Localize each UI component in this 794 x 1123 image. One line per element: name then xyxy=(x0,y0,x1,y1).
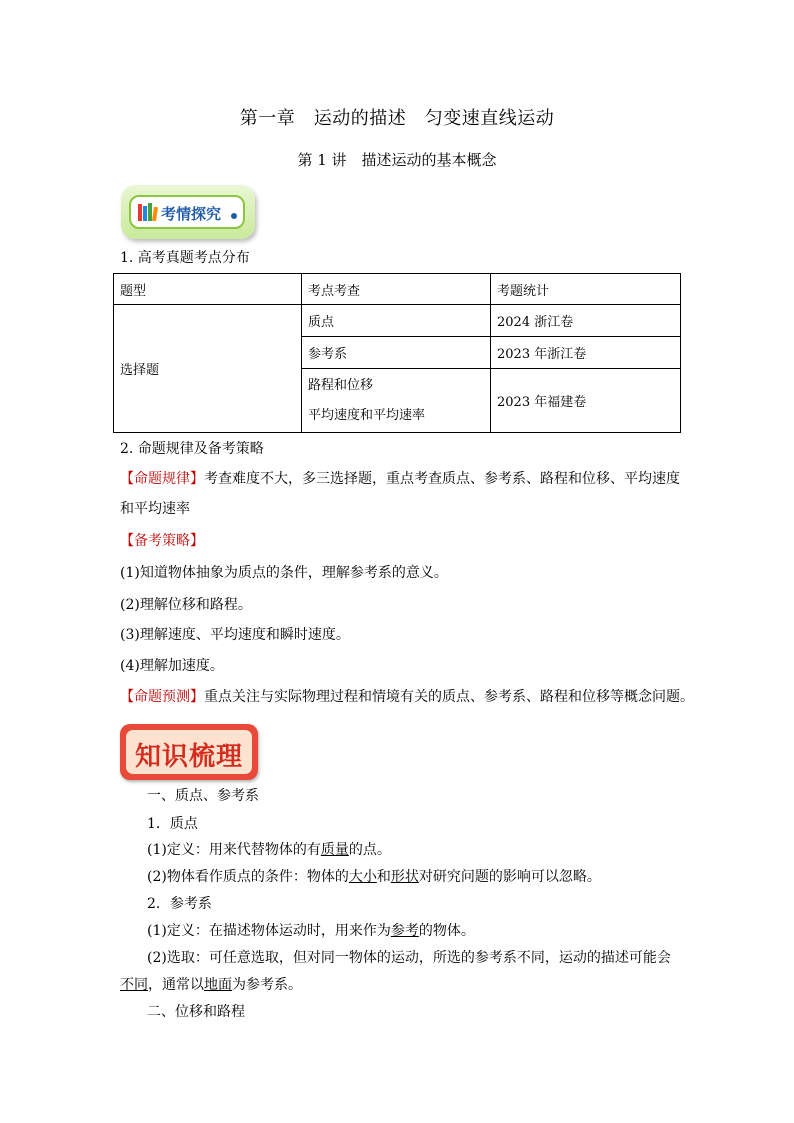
table-header-point: 考点考查 xyxy=(302,274,491,305)
underlined-term: 地面 xyxy=(204,977,232,993)
banner-dot xyxy=(231,213,237,219)
underlined-term: 质量 xyxy=(320,842,349,858)
text-run: 对研究问题的影响可以忽略。 xyxy=(418,869,601,885)
table-header-stat: 考题统计 xyxy=(491,274,681,305)
table-header-type: 题型 xyxy=(114,274,302,305)
table-cell-point xyxy=(302,369,491,433)
reference-definition-line xyxy=(147,921,475,941)
reference-selection-line-cont xyxy=(120,975,302,995)
rule-label: 【命题规律】 xyxy=(120,471,204,487)
knowledge-subheading: 1．质点 xyxy=(147,816,198,832)
knowledge-heading-2: 二、位移和路程 xyxy=(147,1004,245,1020)
table-row xyxy=(114,305,681,337)
text-run: (1)定义：用来代替物体的有 xyxy=(147,842,321,858)
section1-heading: 1. 高考真题考点分布 xyxy=(120,250,250,266)
definition-line xyxy=(147,840,391,860)
knowledge-banner xyxy=(120,724,258,780)
exam-analysis-banner-inner xyxy=(129,195,245,229)
underlined-term: 形状 xyxy=(390,869,419,885)
table-cell-point: 质点 xyxy=(302,305,491,337)
text-run: ，通常以 xyxy=(148,977,204,993)
section2-heading: 2. 命题规律及备考策略 xyxy=(120,441,264,457)
rule-paragraph xyxy=(120,469,680,489)
exam-distribution-table xyxy=(113,273,681,433)
table-cell-point: 参考系 xyxy=(302,337,491,369)
table-cell-point-line: 平均速度和平均速率 xyxy=(308,407,426,423)
rule-text: 考查难度不大，多三选择题，重点考查质点、参考系、路程和位移、平均速度 xyxy=(204,471,680,487)
knowledge-banner-inner xyxy=(126,730,252,774)
table-cell-point-line: 路程和位移 xyxy=(308,377,374,393)
reference-selection-line: (2)选取：可任意选取，但对同一物体的运动，所选的参考系不同，运动的描述可能会 xyxy=(147,950,671,966)
knowledge-label: 知识梳理 xyxy=(134,742,243,772)
table-cell-stat: 2023 年浙江卷 xyxy=(491,337,681,369)
table-header-row xyxy=(114,274,681,305)
strategy-item: (3)理解速度、平均速度和瞬时速度。 xyxy=(120,627,350,643)
exam-analysis-label: 考情探究 xyxy=(161,205,222,223)
text-run: 的物体。 xyxy=(418,923,475,939)
predict-text: 重点关注与实际物理过程和情境有关的质点、参考系、路程和位移等概念问题。 xyxy=(204,689,694,705)
text-run: 的点。 xyxy=(348,842,391,858)
underlined-term: 大小 xyxy=(348,869,377,885)
strategy-item: (1)知道物体抽象为质点的条件，理解参考系的意义。 xyxy=(120,565,448,581)
text-run: 为参考系。 xyxy=(232,977,302,993)
text-run: 和 xyxy=(376,869,391,885)
condition-line xyxy=(147,867,601,887)
table-cell-stat: 2024 浙江卷 xyxy=(491,305,681,337)
lesson-title: 第 1 讲 描述运动的基本概念 xyxy=(297,151,497,169)
underlined-term: 不同 xyxy=(120,977,148,993)
predict-paragraph xyxy=(120,687,694,707)
exam-analysis-banner xyxy=(121,185,255,239)
underlined-term: 参考 xyxy=(390,923,419,939)
knowledge-heading-1: 一、质点、参考系 xyxy=(147,788,259,804)
text-run: (2)物体看作质点的条件：物体的 xyxy=(147,869,349,885)
table-cell-stat: 2023 年福建卷 xyxy=(491,369,681,433)
books-icon xyxy=(137,201,159,223)
chapter-title: 第一章 运动的描述 匀变速直线运动 xyxy=(239,108,555,129)
table-cell-type: 选择题 xyxy=(114,305,302,433)
predict-label: 【命题预测】 xyxy=(120,689,204,705)
knowledge-subheading: 2．参考系 xyxy=(147,896,212,912)
strategy-item: (2)理解位移和路程。 xyxy=(120,597,252,613)
rule-text-cont: 和平均速率 xyxy=(120,501,190,517)
strategy-label: 【备考策略】 xyxy=(120,533,204,549)
text-run: (1)定义：在描述物体运动时，用来作为 xyxy=(147,923,391,939)
strategy-item: (4)理解加速度。 xyxy=(120,658,224,674)
